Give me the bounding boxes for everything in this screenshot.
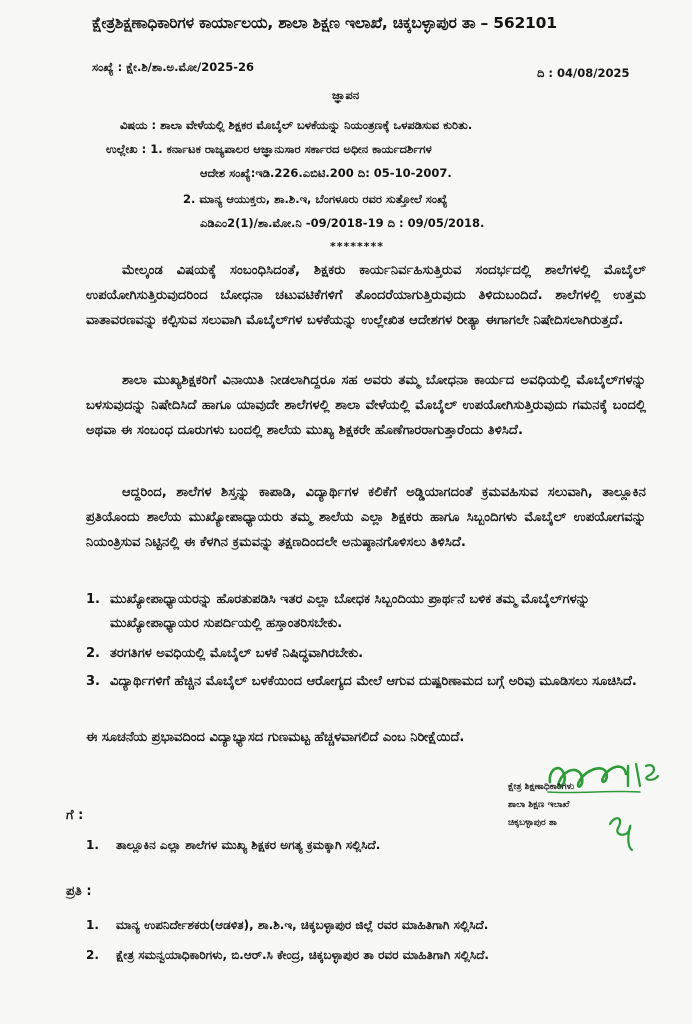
- copy-number: 2.: [86, 948, 99, 962]
- copies-label: ಪ್ರತಿ :: [66, 884, 92, 899]
- reference-line-2: ಆದೇಶ ಸಂಖ್ಯೆ:ಇಡಿ.226.ಎಬಿಟಿ.200 ದಿ: 05-10-2007.: [200, 166, 452, 180]
- paragraph-2: ಶಾಲಾ ಮುಖ್ಯಶಿಕ್ಷಕರಿಗೆ ವಿನಾಯಿತಿ ನೀಡಲಾಗಿದ್ದರೂ ಸಹ ಅವರು ತಮ್ಮ ಬೋಧನಾ ಕಾರ್ಯದ ಅವಧಿಯಲ್ಲಿ ಮೊಬೈಲ್‌ಗಳನ್ನು ಬಳಸುವುದನ್ನು ನಿಷೇದಿಸಿದೆ ಹಾಗೂ ಯಾವುದೇ ಶಾಲೆಗಳಲ್ಲಿ ಶಾಲಾ ವೇಳೆಯಲ್ಲಿ ಮೊಬೈಲ್ ಉಪಯೋಗಿಸುತ್ತಿರುವುದು ಗಮನಕ್ಕೆ ಬಂದಲ್ಲಿ ಅಥವಾ ಈ ಸಂಬಂಧ ದೂರುಗಳು ಬಂದಲ್ಲಿ ಶಾಲೆಯ ಮುಖ್ಯ ಶಿಕ್ಷಕರೇ ಹೊಣೆಗಾರರಾಗುತ್ತಾರೆಂದು ತಿಳಿಸಿದೆ.: [86, 373, 646, 438]
- recipient-number: 1.: [86, 838, 99, 852]
- reference-line-3: 2. ಮಾನ್ಯ ಆಯುಕ್ತರು, ಶಾ.ಶಿ.ಇ, ಬೆಂಗಳೂರು ರವರ ಸುತ್ತೋಲೆ ಸಂಖ್ಯೆ: [183, 192, 448, 206]
- paragraph-3: ಆದ್ದರಿಂದ, ಶಾಲೆಗಳ ಶಿಸ್ತನ್ನು ಕಾಪಾಡಿ, ವಿದ್ಯಾರ್ಥಿಗಳ ಕಲಿಕೆಗೆ ಅಡ್ಡಿಯಾಗದಂತೆ ಕ್ರಮವಹಿಸುವ ಸಲುವಾಗಿ, ತಾಲ್ಲೂಕಿನ ಪ್ರತಿಯೊಂದು ಶಾಲೆಯ ಮುಖ್ಯೋಪಾಧ್ಯಾಯರು ತಮ್ಮ ಶಾಲೆಯ ಎಲ್ಲಾ ಶಿಕ್ಷಕರು ಹಾಗೂ ಸಿಬ್ಬಂದಿಗಳು ಮೊಬೈಲ್ ಉಪಯೋಗವನ್ನು ನಿಯಂತ್ರಿಸುವ ನಿಟ್ಟಿನಲ್ಲಿ ಈ ಕೆಳಗಿನ ಕ್ರಮವನ್ನು ತಕ್ಷಣದಿಂದಲೇ ಅನುಷ್ಠಾನಗೊಳಿಸಲು ತಿಳಿಸಿದೆ.: [86, 485, 646, 550]
- copy-number: 1.: [86, 918, 99, 932]
- reference-line-1: ಉಲ್ಲೇಖ : 1. ಕರ್ನಾಟಕ ರಾಜ್ಯಪಾಲರ ಆಜ್ಞಾನುಸಾರ ಸರ್ಕಾರದ ಅಧೀನ ಕಾರ್ಯದರ್ಶಿಗಳ: [106, 142, 432, 156]
- paragraph-1: ಮೇಲ್ಕಂಡ ವಿಷಯಕ್ಕೆ ಸಂಬಂಧಿಸಿದಂತೆ, ಶಿಕ್ಷಕರು ಕಾರ್ಯನಿರ್ವಹಿಸುತ್ತಿರುವ ಸಂದರ್ಭದಲ್ಲಿ ಶಾಲೆಗಳಲ್ಲಿ ಮೊಬೈಲ್ ಉಪಯೋಗಿಸುತ್ತಿರುವುದರಿಂದ ಬೋಧನಾ ಚಟುವಟಿಕೆಗಳಿಗೆ ತೊಂದರೆಯಾಗುತ್ತಿರುವುದು ತಿಳಿದುಬಂದಿದೆ. ಶಾಲೆಗಳಲ್ಲಿ ಉತ್ತಮ ವಾತಾವರಣವನ್ನು ಕಲ್ಪಿಸುವ ಸಲುವಾಗಿ ಮೊಬೈಲ್‌ಗಳ ಬಳಕೆಯನ್ನು ಉಲ್ಲೇಖಿತ ಆದೇಶಗಳ ರೀತ್ಯಾ ಈಗಾಗಲೇ ನಿಷೇದಿಸಲಾಗಿರುತ್ತದೆ.: [86, 263, 646, 328]
- notice-title: ಜ್ಞಾಪನ: [332, 88, 360, 102]
- notice-subject: ವಿಷಯ : ಶಾಲಾ ವೇಳೆಯಲ್ಲಿ ಶಿಕ್ಷಕರ ಮೊಬೈಲ್ ಬಳಕೆಯನ್ನು ನಿಯಂತ್ರಣಕ್ಕೆ ಒಳಪಡಿಸುವ ಕುರಿತು.: [120, 118, 473, 132]
- signature-block: [490, 752, 680, 852]
- stamp-line: ಚಿಕ್ಕಬಳ್ಳಾಪುರ ತಾ: [508, 818, 557, 828]
- reference-number: ಸಂಖ್ಯೆ : ಕ್ಷೇ.ಶಿ/ಶಾ.ಅ.ಮೋ/2025-26: [92, 60, 254, 74]
- stamp-line: ಶಾಲಾ ಶಿಕ್ಷಣ ಇಲಾಖೆ: [508, 800, 570, 810]
- recipients-label: ಗೆ :: [66, 808, 84, 823]
- office-title: ಕ್ಷೇತ್ರಶಿಕ್ಷಣಾಧಿಕಾರಿಗಳ ಕಾರ್ಯಾಲಯ, ಶಾಲಾ ಶಿಕ್ಷಣ ಇಲಾಖೆ, ಚಿಕ್ಕಬಳ್ಳಾಪುರ ತಾ – 562101: [92, 14, 557, 32]
- document-page: ಕ್ಷೇತ್ರಶಿಕ್ಷಣಾಧಿಕಾರಿಗಳ ಕಾರ್ಯಾಲಯ, ಶಾಲಾ ಶಿಕ್ಷಣ ಇಲಾಖೆ, ಚಿಕ್ಕಬಳ್ಳಾಪುರ ತಾ – 562101 ಸಂಖ್ಯೆ : ಕ್ಷೇ.ಶಿ/ಶಾ.ಅ.ಮೋ/2025-26 ದಿ : 04/08/2025 ಜ್ಞಾಪನ ವಿಷಯ : ಶಾಲಾ ವೇಳೆಯಲ್ಲಿ ಶಿಕ್ಷಕರ ಮೊಬೈಲ್ ಬಳಕೆಯನ್ನು ನಿಯಂತ್ರಣಕ್ಕೆ ಒಳಪಡಿಸುವ ಕುರಿತು. ಉಲ್ಲೇಖ : 1. ಕರ್ನಾಟಕ ರಾಜ್ಯಪಾಲರ ಆಜ್ಞಾನುಸಾರ ಸರ್ಕಾರದ ಅಧೀನ ಕಾರ್ಯದರ್ಶಿಗಳ ಆದೇಶ ಸಂಖ್ಯೆ:ಇಡಿ.226.ಎಬಿಟಿ.200 ದಿ: 05-10-2007. 2. ಮಾನ್ಯ ಆಯುಕ್ತರು, ಶಾ.ಶಿ.ಇ, ಬೆಂಗಳೂರು ರವರ ಸುತ್ತೋಲೆ ಸಂಖ್ಯೆ ಎಡಿಎಂ2(1)/ಶಾ.ಮೋ.ನಿ -09/2018-19 ದಿ : 09/05/2018. ******** ಮೇಲ್ಕಂಡ ವಿಷಯಕ್ಕೆ ಸಂಬಂಧಿಸಿದಂತೆ, ಶಿಕ್ಷಕರು ಕಾರ್ಯನಿರ್ವಹಿಸುತ್ತಿರುವ ಸಂದರ್ಭದಲ್ಲಿ ಶಾಲೆಗಳಲ್ಲಿ ಮೊಬೈಲ್ ಉಪಯೋಗಿಸುತ್ತಿರುವುದರಿಂದ ಬೋಧನಾ ಚಟುವಟಿಕೆಗಳಿಗೆ ತೊಂದರೆಯಾಗುತ್ತಿರುವುದು ತಿಳಿದುಬಂದಿದೆ. ಶಾಲೆಗಳಲ್ಲಿ ಉತ್ತಮ ವಾತಾವರಣವನ್ನು ಕಲ್ಪಿಸುವ ಸಲುವಾಗಿ ಮೊಬೈಲ್‌ಗಳ ಬಳಕೆಯನ್ನು ಉಲ್ಲೇಖಿತ ಆದೇಶಗಳ ರೀತ್ಯಾ ಈಗಾಗಲೇ ನಿಷೇದಿಸಲಾಗಿರುತ್ತದೆ. ಶಾಲಾ ಮುಖ್ಯಶಿಕ್ಷಕರಿಗೆ ವಿನಾಯಿತಿ ನೀಡಲಾಗಿದ್ದರೂ ಸಹ ಅವರು ತಮ್ಮ ಬೋಧನಾ ಕಾರ್ಯದ ಅವಧಿಯಲ್ಲಿ ಮೊಬೈಲ್‌ಗಳನ್ನು ಬಳಸುವುದನ್ನು ನಿಷೇದಿಸಿದೆ ಹಾಗೂ ಯಾವುದೇ ಶಾಲೆಗಳಲ್ಲಿ ಶಾಲಾ ವೇಳೆಯಲ್ಲಿ ಮೊಬೈಲ್ ಉಪಯೋಗಿಸುತ್ತಿರುವುದು ಗಮನಕ್ಕೆ ಬಂದಲ್ಲಿ ಅಥವಾ ಈ ಸಂಬಂಧ ದೂರುಗಳು ಬಂದಲ್ಲಿ ಶಾಲೆಯ ಮುಖ್ಯ ಶಿಕ್ಷಕರೇ ಹೊಣೆಗಾರರಾಗುತ್ತಾರೆಂದು ತಿಳಿಸಿದೆ. ಆದ್ದರಿಂದ, ಶಾಲೆಗಳ ಶಿಸ್ತನ್ನು ಕಾಪಾಡಿ, ವಿದ್ಯಾರ್ಥಿಗಳ ಕಲಿಕೆಗೆ ಅಡ್ಡಿಯಾಗದಂತೆ ಕ್ರಮವಹಿಸುವ ಸಲುವಾಗಿ, ತಾಲ್ಲೂಕಿನ ಪ್ರತಿಯೊಂದು ಶಾಲೆಯ ಮುಖ್ಯೋಪಾಧ್ಯಾಯರು ತಮ್ಮ ಶಾಲೆಯ ಎಲ್ಲಾ ಶಿಕ್ಷಕರು ಹಾಗೂ ಸಿಬ್ಬಂದಿಗಳು ಮೊಬೈಲ್ ಉಪಯೋಗವನ್ನು ನಿಯಂತ್ರಿಸುವ ನಿಟ್ಟಿನಲ್ಲಿ ಈ ಕೆಳಗಿನ ಕ್ರಮವನ್ನು ತಕ್ಷಣದಿಂದಲೇ ಅನುಷ್ಠಾನಗೊಳಿಸಲು ತಿಳಿಸಿದೆ. 1. ಮುಖ್ಯೋಪಾಧ್ಯಾಯರನ್ನು ಹೊರತುಪಡಿಸಿ ಇತರ ಎಲ್ಲಾ ಬೋಧಕ ಸಿಬ್ಬಂದಿಯು ಪ್ರಾರ್ಥನೆ ಬಳಿಕ ತಮ್ಮ ಮೊಬೈಲ್‌ಗಳನ್ನು ಮುಖ್ಯೋಪಾಧ್ಯಾಯರ ಸುಪರ್ದಿಯಲ್ಲಿ ಹಸ್ತಾಂತರಿಸಬೇಕು. 2. ತರಗತಿಗಳ ಅವಧಿಯಲ್ಲಿ ಮೊಬೈಲ್ ಬಳಕೆ ನಿಷಿದ್ಧವಾಗಿರಬೇಕು. 3. ವಿದ್ಯಾರ್ಥಿಗಳಿಗೆ ಹೆಚ್ಚಿನ ಮೊಬೈಲ್ ಬಳಕೆಯಿಂದ ಆರೋಗ್ಯದ ಮೇಲೆ ಆಗುವ ದುಷ್ಪರಿಣಾಮದ ಬಗ್ಗೆ ಅರಿವು ಮೂಡಿಸಲು ಸೂಚಿಸಿದೆ. ಈ ಸೂಚನೆಯ ಪ್ರಭಾವದಿಂದ ವಿದ್ಯಾಭ್ಯಾಸದ ಗುಣಮಟ್ಟ ಹೆಚ್ಚಳವಾಗಲಿದೆ ಎಂಬ ನಿರೀಕ್ಷೆಯಿದೆ. ಕ್ಷೇತ್ರ ಶಿಕ್ಷಣಾಧಿಕಾರಿಗಳು ಶಾಲಾ ಶಿಕ್ಷಣ ಇಲಾಖೆ ಚಿಕ್ಕಬಳ್ಳಾಪುರ ತಾ ಗೆ : 1. ತಾಲ್ಲೂಕಿನ ಎಲ್ಲಾ ಶಾಲೆಗಳ ಮುಖ್ಯ ಶಿಕ್ಷಕರ ಅಗತ್ಯ ಕ್ರಮಕ್ಕಾಗಿ ಸಲ್ಲಿಸಿದೆ. ಪ್ರತಿ : 1. ಮಾನ್ಯ ಉಪನಿರ್ದೇಶಕರು(ಆಡಳಿತ), ಶಾ.ಶಿ.ಇ, ಚಿಕ್ಕಬಳ್ಳಾಪುರ ಜಿಲ್ಲೆ ರವರ ಮಾಹಿತಿಗಾಗಿ ಸಲ್ಲಿಸಿದೆ. 2. ಕ್ಷೇತ್ರ ಸಮನ್ವಯಾಧಿಕಾರಿಗಳು, ಬಿ.ಆರ್.ಸಿ ಕೇಂದ್ರ, ಚಿಕ್ಕಬಳ್ಳಾಪುರ ತಾ ರವರ ಮಾಹಿತಿಗಾಗಿ ಸಲ್ಲಿಸಿದೆ.: [0, 0, 692, 1024]
- recipient-item: ತಾಲ್ಲೂಕಿನ ಎಲ್ಲಾ ಶಾಲೆಗಳ ಮುಖ್ಯ ಶಿಕ್ಷಕರ ಅಗತ್ಯ ಕ್ರಮಕ್ಕಾಗಿ ಸಲ್ಲಿಸಿದೆ.: [116, 838, 381, 852]
- copy-item: ಕ್ಷೇತ್ರ ಸಮನ್ವಯಾಧಿಕಾರಿಗಳು, ಬಿ.ಆರ್.ಸಿ ಕೇಂದ್ರ, ಚಿಕ್ಕಬಳ್ಳಾಪುರ ತಾ ರವರ ಮಾಹಿತಿಗಾಗಿ ಸಲ್ಲಿಸಿದೆ.: [116, 948, 489, 962]
- reference-line-4: ಎಡಿಎಂ2(1)/ಶಾ.ಮೋ.ನಿ -09/2018-19 ದಿ : 09/05/2018.: [200, 216, 485, 230]
- closing-statement: ಈ ಸೂಚನೆಯ ಪ್ರಭಾವದಿಂದ ವಿದ್ಯಾಭ್ಯಾಸದ ಗುಣಮಟ್ಟ ಹೆಚ್ಚಳವಾಗಲಿದೆ ಎಂಬ ನಿರೀಕ್ಷೆಯಿದೆ.: [86, 730, 465, 745]
- stamp-line: ಕ್ಷೇತ್ರ ಶಿಕ್ಷಣಾಧಿಕಾರಿಗಳು: [508, 782, 575, 792]
- copy-item: ಮಾನ್ಯ ಉಪನಿರ್ದೇಶಕರು(ಆಡಳಿತ), ಶಾ.ಶಿ.ಇ, ಚಿಕ್ಕಬಳ್ಳಾಪುರ ಜಿಲ್ಲೆ ರವರ ಮಾಹಿತಿಗಾಗಿ ಸಲ್ಲಿಸಿದೆ.: [116, 918, 489, 932]
- notice-date: ದಿ : 04/08/2025: [537, 66, 630, 80]
- separator-stars: ********: [330, 240, 385, 253]
